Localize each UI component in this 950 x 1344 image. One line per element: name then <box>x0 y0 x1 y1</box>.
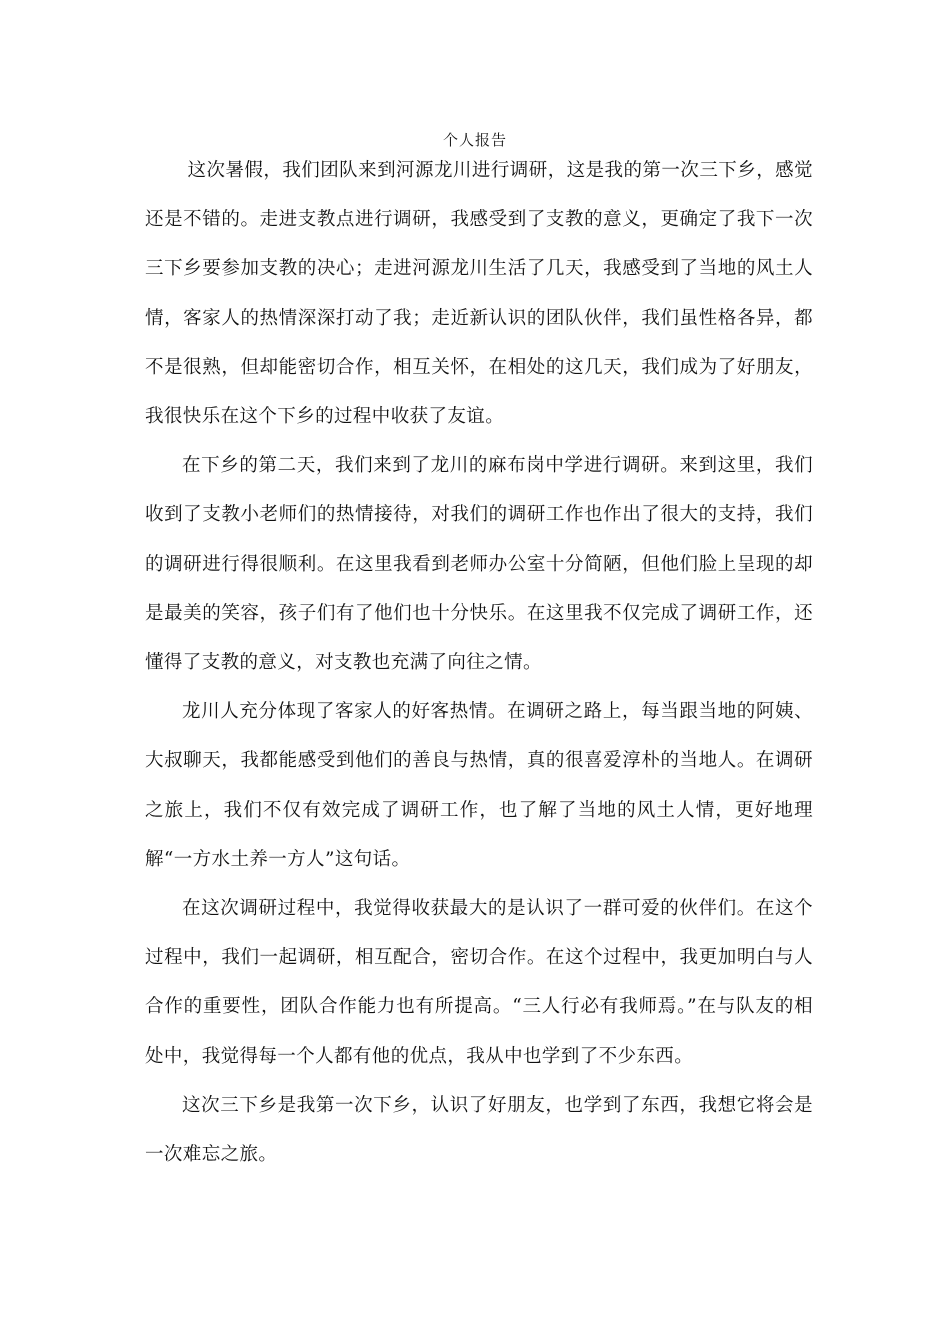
paragraph-4: 在这次调研过程中，我觉得收获最大的是认识了一群可爱的伙伴们。在这个过程中，我们一起调研，相互配合，密切合作。在这个过程中，我更加明白与人合作的重要性，团队合作能力也有所提高。“三人行必有我师焉。”在与队友的相处中，我觉得每一个人都有他的优点，我从中也学到了不少东西。 <box>145 898 813 1067</box>
paragraph-1: 这次暑假，我们团队来到河源龙川进行调研，这是我的第一次三下乡，感觉还是不错的。走进支教点进行调研，我感受到了支教的意义，更确定了我下一次三下乡要参加支教的决心；走进河源龙川生活了几天，我感受到了当地的风土人情，客家人的热情深深打动了我；走近新认识的团队伙伴，我们虽性格各异，都不是很熟，但却能密切合作，相互关怀，在相处的这几天，我们成为了好朋友，我很快乐在这个下乡的过程中收获了友谊。 <box>145 160 813 428</box>
document-body <box>145 146 813 1179</box>
paragraph-2: 在下乡的第二天，我们来到了龙川的麻布岗中学进行调研。来到这里，我们收到了支教小老师们的热情接待，对我们的调研工作也作出了很大的支持，我们的调研进行得很顺利。在这里我看到老师办公室十分简陋，但他们脸上呈现的却是最美的笑容，孩子们有了他们也十分快乐。在这里我不仅完成了调研工作，还懂得了支教的意义，对支教也充满了向往之情。 <box>145 455 813 674</box>
paragraph-5: 这次三下乡是我第一次下乡，认识了好朋友，也学到了东西，我想它将会是一次难忘之旅。 <box>145 1094 813 1166</box>
paragraph-3: 龙川人充分体现了客家人的好客热情。在调研之路上，每当跟当地的阿姨、大叔聊天，我都能感受到他们的善良与热情，真的很喜爱淳朴的当地人。在调研之旅上，我们不仅有效完成了调研工作，也了解了当地的风土人情，更好地理解“一方水土养一方人”这句话。 <box>145 701 813 870</box>
document-title: 个人报告 <box>442 131 507 149</box>
